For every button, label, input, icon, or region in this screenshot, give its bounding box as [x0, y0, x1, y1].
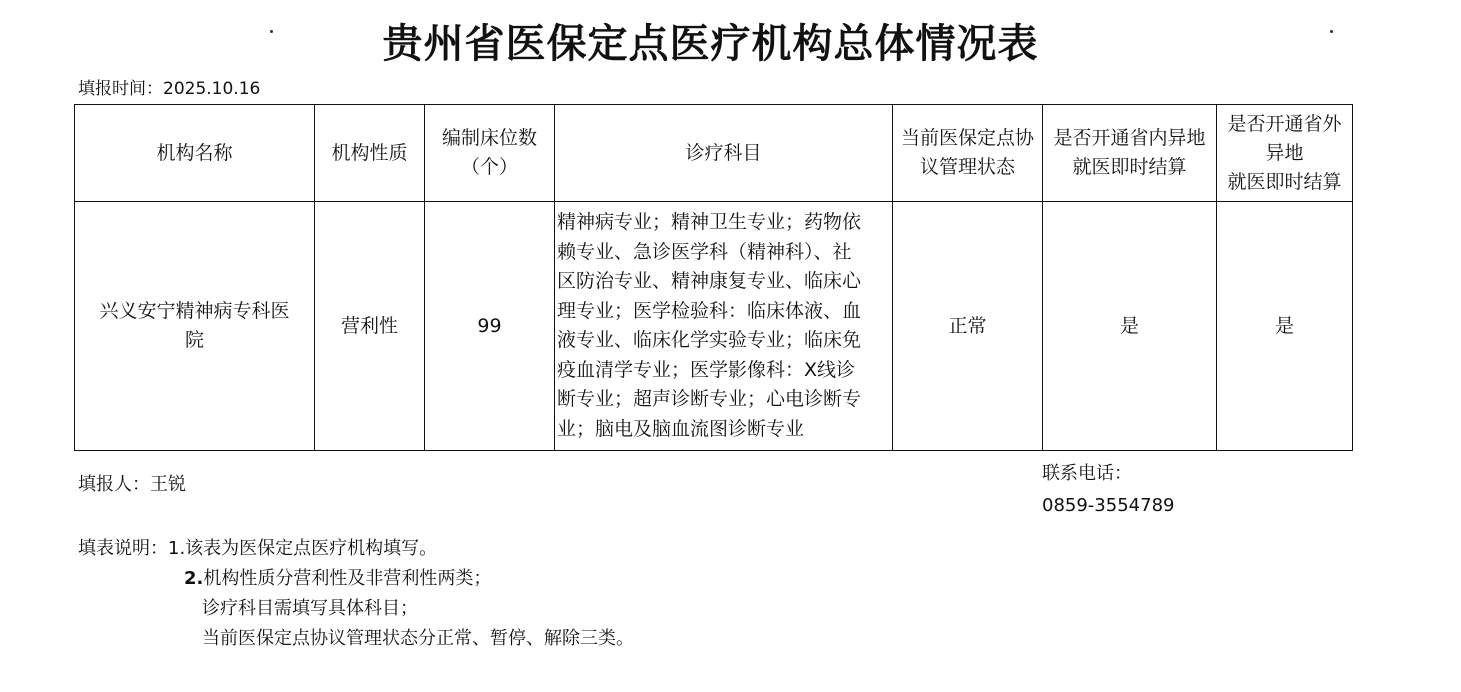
subjects-line: 精神病专业；精神卫生专业；药物依	[557, 211, 862, 233]
header-beds-line1: 编制床位数	[441, 127, 537, 149]
header-beds-line2: （个）	[460, 156, 518, 178]
notes-item-2: 机构性质分营利性及非营利性两类；	[203, 568, 492, 589]
notes-line-2	[78, 564, 634, 594]
institution-table	[74, 104, 1353, 451]
subjects-line: 疫血清学专业；医学影像科：X线诊	[557, 358, 856, 381]
subjects-line: 赖专业、急诊医学科（精神科）、社	[557, 240, 852, 263]
fill-instructions	[78, 534, 634, 654]
notes-item-2-number: 2.	[184, 568, 204, 589]
header-beds	[425, 105, 555, 202]
cell-subjects	[555, 202, 893, 451]
contact-phone: 0859-3554789	[1042, 495, 1175, 516]
header-in-province-line1: 是否开通省内异地	[1053, 127, 1206, 149]
cell-in-province: 是	[1043, 202, 1217, 451]
header-in-province	[1043, 105, 1217, 202]
header-in-province-line2: 就医即时结算	[1072, 156, 1187, 178]
table-header-row	[75, 105, 1353, 202]
header-out-province	[1217, 105, 1353, 202]
cell-name-line2: 院	[184, 329, 204, 351]
subjects-line: 区防治专业、精神康复专业、临床心	[557, 270, 862, 292]
table-row	[75, 202, 1353, 451]
header-nature: 机构性质	[315, 105, 425, 202]
fill-time: 填报时间：2025.10.16	[78, 79, 261, 99]
header-subjects: 诊疗科目	[555, 105, 893, 202]
subjects-line: 断专业；超声诊断专业；心电诊断专	[557, 388, 862, 410]
notes-line-4: 当前医保定点协议管理状态分正常、暂停、解除三类。	[202, 628, 634, 649]
notes-line-3: 诊疗科目需填写具体科目；	[202, 598, 418, 619]
cell-name-line1: 兴义安宁精神病专科医	[99, 300, 290, 322]
header-name: 机构名称	[75, 105, 315, 202]
header-out-province-line3: 就医即时结算	[1227, 170, 1342, 193]
cell-name	[75, 202, 315, 451]
notes-line-1	[78, 534, 634, 564]
header-status	[893, 105, 1043, 202]
notes-prefix: 填表说明：	[78, 538, 168, 559]
header-out-province-line2: 异地	[1265, 141, 1304, 164]
subjects-line: 理专业；医学检验科：临床体液、血	[557, 299, 862, 322]
header-status-line1: 当前医保定点协	[900, 127, 1034, 149]
reporter: 填报人：王锐	[78, 474, 186, 495]
subjects-line: 业；脑电及脑血流图诊断专业	[557, 417, 805, 440]
cell-status: 正常	[893, 202, 1043, 451]
contact-label: 联系电话：	[1042, 463, 1132, 484]
header-out-province-line1: 是否开通省外	[1227, 112, 1342, 135]
page-title: 贵州省医保定点医疗机构总体情况表	[382, 20, 1039, 67]
cell-beds: 99	[425, 202, 555, 451]
subjects-line: 液专业、临床化学实验专业；临床免	[557, 329, 862, 351]
cell-nature: 营利性	[315, 202, 425, 451]
contact-block	[1042, 458, 1174, 522]
notes-item-1: 1.该表为医保定点医疗机构填写。	[168, 538, 438, 559]
cell-out-province: 是	[1217, 202, 1353, 451]
header-status-line2: 议管理状态	[919, 156, 1015, 178]
